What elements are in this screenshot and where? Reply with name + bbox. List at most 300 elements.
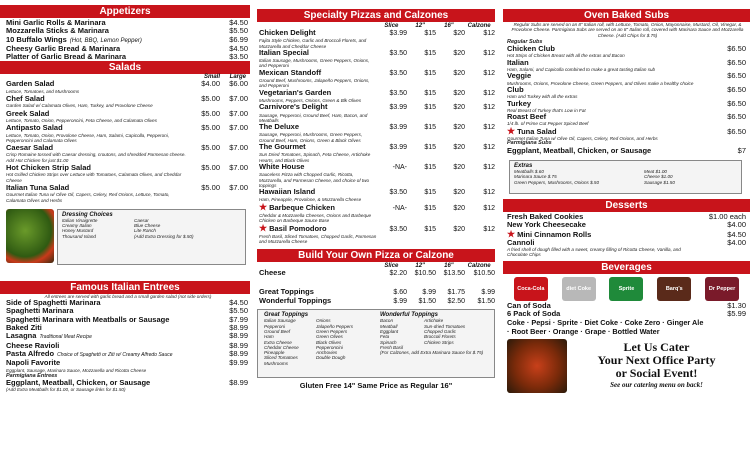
- soda-logo: Coca-Cola: [514, 277, 548, 301]
- sub-label: Veggie: [507, 71, 532, 81]
- six-pack-label: 6 Pack of Soda: [507, 309, 561, 319]
- catering-photo: [507, 339, 567, 393]
- appetizers-header: Appetizers: [0, 5, 250, 18]
- soda-logo: diet Coke: [562, 277, 596, 301]
- price-cell: $15: [424, 144, 436, 152]
- pizza-item-label: Carnivore's Delight: [259, 102, 328, 112]
- price-cell: $3.99: [389, 124, 407, 132]
- topping-option: Anchovies: [316, 350, 338, 356]
- dressing-option: Italian Vinaigrette: [62, 217, 98, 223]
- dessert-price: $1.00 each: [708, 211, 746, 221]
- byo-wonderful-name: [259, 297, 331, 305]
- price-cell: $20: [453, 225, 465, 233]
- pizza-item-name: [259, 103, 327, 111]
- byo-cheese-label: Cheese: [259, 267, 286, 277]
- pizza-item-label: Hawaiian Island: [259, 187, 316, 197]
- salad-large-price: $7.00: [229, 182, 248, 192]
- dressing-box: [57, 209, 246, 265]
- dessert-price: $4.50: [727, 229, 746, 239]
- middle-column: [257, 0, 495, 390]
- parm-entrees-note: (Add Extra Meatballs for $1.00, or Sausage links for $1.50): [6, 387, 126, 393]
- topping-option: Onions: [316, 318, 331, 324]
- sub-price: $6.50: [727, 44, 746, 54]
- salad-desc: Gourmet Italian Tuna w/ Olive Oil, Capers, Celery, Red Onions, Lettuce, Tomato, Calamata Olives and Herbs: [6, 192, 170, 203]
- salad-name: Hot Chicken Strip Salad: [6, 163, 92, 173]
- topping-option: Artichoke: [424, 318, 444, 324]
- subs-list: [507, 45, 748, 141]
- extras-title: Extras: [514, 162, 533, 169]
- price-cell: $12: [483, 89, 495, 97]
- byo-great-label: Great Toppings: [259, 286, 314, 296]
- topping-option: Bacon: [380, 318, 394, 324]
- topping-option: Ham: [264, 334, 274, 340]
- salad-small-price: $4.00: [201, 79, 220, 89]
- price-cell: $20: [453, 144, 465, 152]
- byo-header: Build Your Own Pizza or Calzone: [257, 249, 495, 262]
- parm-entrees-name: Eggplant, Meatball, Chicken, or Sausage: [6, 378, 151, 388]
- pizza-item-name: [259, 123, 299, 131]
- toppings-box: [257, 309, 495, 378]
- pizza-desc: Fajita Style Chicken, Garlic and Broccoli Florets, and Mozzarella and Cheddar Cheese: [259, 38, 367, 49]
- salad-desc: Hot Grilled Chicken Strips over Lettuce with Tomatoes, Calamata Olives, and Cheddar Cheese: [6, 172, 182, 183]
- dessert-label: Fresh Baked Cookies: [507, 211, 584, 221]
- sub-name: [507, 86, 524, 94]
- price-cell: $1.50: [477, 298, 495, 306]
- extra-item: Sausage $1.50: [644, 179, 675, 185]
- appetizer-price: $5.50: [229, 26, 248, 36]
- salad-photo: [6, 209, 54, 263]
- cater-line-2: Your Next Office Party: [597, 353, 716, 368]
- parm-subs-price: $7: [737, 145, 746, 155]
- entrees-header: Famous Italian Entrees: [0, 281, 250, 294]
- salad-prices: [194, 80, 250, 88]
- column-header: Slice: [384, 262, 399, 269]
- sub-name: [507, 45, 555, 53]
- small-col-label: Small: [203, 74, 220, 81]
- entree-label: Pasta Alfredo: [6, 348, 55, 358]
- great-toppings-title: Great Toppings: [264, 312, 309, 319]
- price-cell: $13.50: [443, 269, 465, 277]
- price-cell: $15: [424, 104, 436, 112]
- column-header: 12": [415, 23, 425, 29]
- entree-label: Side of Spaghetti Marinara: [6, 298, 101, 308]
- price-cell: $12: [483, 189, 495, 197]
- byo-wonderful-label: Wonderful Toppings: [259, 296, 332, 306]
- pizza-item-prices: [378, 226, 495, 234]
- catering-section: [507, 339, 746, 395]
- parm-entrees-label: Parmigiana Entrees: [6, 372, 58, 379]
- price-cell: $15: [424, 225, 436, 233]
- salad-item: [6, 80, 250, 88]
- dressing-option: Caesar: [134, 217, 149, 223]
- left-column: [0, 0, 250, 393]
- pizza-item-name: [259, 89, 331, 97]
- column-header: Calzone: [467, 262, 491, 269]
- dressing-option: Honey Mustard: [62, 228, 94, 234]
- salad-item: [6, 110, 250, 118]
- subs-header: Oven Baked Subs: [503, 9, 750, 22]
- dessert-label: Cannoli: [507, 237, 535, 247]
- topping-option: Feta: [380, 334, 390, 340]
- salad-name: Garden Salad: [6, 79, 55, 89]
- sub-desc: Hot Strips of Chicken Breast with all the extras and Bacon: [507, 53, 625, 59]
- salad-large-price: $7.00: [229, 108, 248, 118]
- salad-prices: [194, 110, 250, 118]
- entree-label: Spaghetti Marinara: [6, 306, 74, 316]
- appetizer-item: [6, 53, 250, 61]
- topping-option: Italian Sausage: [264, 318, 296, 324]
- price-cell: $15: [424, 30, 436, 37]
- pizza-item-prices: [378, 144, 495, 152]
- pizza-item: [259, 163, 495, 172]
- dressing-option: Lite Ranch: [134, 228, 156, 234]
- price-cell: $3.50: [389, 69, 407, 77]
- pizza-desc: Sausage, Pepperoni, Mushrooms, Green Peppers, Ground Beef, Ham, Onions, Green & Black Olives: [259, 132, 363, 143]
- soda-logo: Barq's: [657, 277, 691, 301]
- sub-name: [507, 100, 531, 108]
- pizza-item-label: Vegetarian's Garden: [259, 87, 332, 97]
- price-cell: $.99: [422, 288, 436, 296]
- appetizers-list: [0, 18, 250, 61]
- price-cell: $20: [453, 204, 465, 212]
- salad-desc: Crisp Romaine tossed with Caesar dressing, croutons, and shredded Parmesan cheese. Add Hot Chicken for just $1.00: [6, 152, 186, 163]
- pizza-desc: Sausage, Pepperoni, Ground Beef, Ham, Bacon, and Meatballs: [259, 112, 368, 123]
- beverages-header: Beverages: [503, 261, 750, 274]
- topping-option: Pineapple: [264, 350, 285, 356]
- appetizer-name: [6, 53, 126, 61]
- entree-label: Lasagna: [6, 331, 37, 341]
- sub-label: Italian: [507, 57, 529, 67]
- desserts-header: Desserts: [503, 199, 750, 212]
- pizza-item: [259, 143, 495, 152]
- entrees-list: [6, 299, 250, 373]
- subs-intro: Regular Subs are served on an 8" Italian roll, with Lettuce, Tomato, Onion, Mayonnaise, Mustard, Oil, Vinegar, & Provolone Cheese. Parmigiana Subs are served on an 8" Italian roll, covered with Marinara Sauce and Mozzarella Cheese. (Add Chips for $.75): [511, 22, 744, 38]
- price-cell: $15: [424, 124, 436, 132]
- topping-option: Chicken Strips: [424, 339, 454, 345]
- pizza-item-label: Chicken Delight: [259, 28, 316, 37]
- price-cell: $12: [483, 204, 495, 212]
- topping-option: Mushrooms: [264, 360, 288, 366]
- price-cell: $3.99: [389, 144, 407, 152]
- price-cell: $15: [424, 189, 436, 197]
- appetizer-price: $4.50: [229, 18, 248, 27]
- can-soda-label: Can of Soda: [507, 300, 551, 310]
- sub-price: $6.50: [727, 84, 746, 94]
- salad-item: [6, 124, 250, 132]
- salad-desc: Lettuce, Tomatoes, and Mushrooms: [6, 88, 80, 94]
- entree-price: $8.99: [229, 348, 248, 358]
- price-cell: $3.50: [389, 89, 407, 97]
- salad-large-price: $7.00: [229, 123, 248, 133]
- calzone-note: (For Calzones, add Extra Marinara Sauce for $.75): [380, 350, 484, 356]
- price-cell: $3.50: [389, 225, 407, 233]
- salad-item: [6, 95, 250, 103]
- sub-item: [507, 45, 748, 53]
- column-header: Calzone: [467, 23, 491, 29]
- price-cell: $15: [424, 163, 436, 171]
- pizza-item-prices: [378, 104, 495, 112]
- sub-desc: Real Breast of Turkey that's Low in Fat: [507, 107, 586, 113]
- pizza-desc: Ham, Pineapple, Provolone, & Mozzarella Cheese: [259, 197, 362, 203]
- sub-desc: Ham and Turkey with all the extras: [507, 94, 578, 100]
- salad-name: Greek Salad: [6, 108, 50, 118]
- pizza-desc: Fresh Basil, Sliced Tomatoes, Chopped Garlic, Parmesan and Mozzarella Cheese: [259, 233, 377, 245]
- pizza-item-name: [259, 188, 315, 196]
- price-cell: $12: [483, 144, 495, 152]
- sub-item: [507, 127, 748, 136]
- sub-price: $6.50: [727, 57, 746, 67]
- salad-small-price: $5.00: [201, 108, 220, 118]
- appetizer-label: Cheesy Garlic Bread & Marinara: [6, 43, 121, 53]
- dressing-section: [6, 209, 246, 265]
- parm-subs-label: Parmigiana Subs: [507, 140, 552, 147]
- topping-option: Meatball: [380, 323, 398, 329]
- pizza-item-label: The Deluxe: [259, 122, 300, 132]
- salad-small-price: $5.00: [201, 94, 220, 104]
- byo-cheese-name: [259, 269, 286, 277]
- pizza-item-prices: [378, 205, 495, 213]
- dessert-name: [507, 221, 586, 229]
- appetizer-price: $4.50: [229, 43, 248, 53]
- salads-list: [6, 80, 250, 202]
- sub-price: $6.50: [727, 126, 746, 136]
- extra-item: Meatballs $.60: [514, 168, 544, 174]
- salad-small-price: $5.00: [201, 123, 220, 133]
- pizza-item: [259, 123, 495, 132]
- entree-note: Choice of Spaghetti or Ziti w/ Creamy Alfredo Sauce: [57, 351, 173, 358]
- entree-price: $4.50: [229, 298, 248, 308]
- byo-wonderful: [259, 297, 495, 306]
- appetizer-note: (Hot, BBQ, Lemon Pepper): [69, 37, 142, 44]
- sub-item: [507, 86, 748, 94]
- pizza-item-label: The Gourmet: [259, 142, 306, 152]
- price-cell: $20: [453, 89, 465, 97]
- topping-option: Sliced Tomatoes: [264, 355, 298, 361]
- appetizer-price: $3.50: [229, 52, 248, 62]
- pizza-item-name: [259, 49, 309, 57]
- salad-item: [6, 164, 250, 172]
- sub-desc: Mushrooms, Onions, Provolone Cheese, Green Peppers, and Olives make a healthy choice: [507, 80, 694, 86]
- sub-desc: Ham, Salami, and Capicolla combined to make a great tasting Italian sub: [507, 67, 656, 73]
- price-cell: $3.99: [389, 104, 407, 112]
- pizza-item-prices: [378, 90, 495, 98]
- pizzas-header: Specialty Pizzas and Calzones: [257, 9, 495, 22]
- appetizer-price: $6.99: [229, 34, 248, 44]
- sub-item: [507, 59, 748, 67]
- pizza-item-name: [259, 203, 335, 212]
- entree-desc: Eggplant, Sausage, Marinara Sauce, Mozzarella and Ricotta Cheese: [6, 367, 147, 373]
- sub-label: Chicken Club: [507, 44, 555, 54]
- price-cell: $20: [453, 189, 465, 197]
- price-cell: $.99: [481, 288, 495, 296]
- pizza-item-prices: [378, 124, 495, 132]
- extra-item: Green Peppers, Mushrooms, Onions $.50: [514, 179, 600, 185]
- salad-large-price: $7.00: [229, 94, 248, 104]
- price-cell: $1.50: [418, 298, 436, 306]
- pizza-item-prices: [378, 70, 495, 78]
- price-cell: $1.75: [447, 288, 465, 296]
- price-cell: $10.50: [473, 269, 495, 277]
- pizza-desc: Sauceless Pizza with Chopped Garlic, Ricotta, Mozzarella, and Parmesan Cheese, and choice of two toppings: [259, 172, 370, 188]
- salad-large-price: $6.00: [229, 79, 248, 89]
- star-icon: ★: [507, 125, 516, 136]
- pizza-item: [259, 224, 495, 234]
- pizza-item-label: Basil Pomodoro: [269, 223, 327, 233]
- salad-desc: Lettuce, Tomato, Onion, Pepperoncini, Feta Cheese, and Calamata Olives: [6, 117, 157, 123]
- price-cell: $15: [424, 49, 436, 57]
- entree-price: $5.50: [229, 306, 248, 316]
- right-column: [503, 0, 750, 395]
- pizza-item: [259, 49, 495, 58]
- salad-name: Chef Salad: [6, 94, 45, 104]
- salad-prices: [194, 124, 250, 132]
- salad-item: [6, 184, 250, 192]
- entrees-intro: All entrees are served with garlic bread and a small garden salad (not side orders): [44, 293, 212, 299]
- column-header: 16": [444, 262, 454, 269]
- topping-option: Jalapeño Peppers: [316, 323, 354, 329]
- pizza-item-prices: [378, 30, 495, 38]
- topping-option: Ground Beef: [264, 328, 291, 334]
- entree-item: [6, 324, 250, 332]
- cater-line-4: See our catering menu on back!: [610, 381, 703, 390]
- pizza-item-label: Italian Special: [259, 47, 310, 57]
- pizza-item-name: [259, 69, 321, 77]
- price-cell: $20: [453, 104, 465, 112]
- topping-option: Green Olives: [316, 334, 343, 340]
- sub-label: Club: [507, 84, 524, 94]
- sub-name: [507, 59, 529, 67]
- price-cell: $12: [483, 163, 495, 171]
- entree-price: $9.99: [229, 358, 248, 368]
- dessert-price: $4.00: [727, 237, 746, 247]
- price-cell: $12: [483, 124, 495, 132]
- entree-price: $7.99: [229, 314, 248, 324]
- pizza-desc: Cheddar & Mozzarella Cheeses, Onions and Barbeque Chicken on Barbeque Sauce Base: [259, 213, 372, 224]
- soda-logo: Dr Pepper: [705, 277, 739, 301]
- pizza-item: [259, 103, 495, 112]
- large-col-label: Large: [229, 74, 246, 81]
- can-soda-price: $1.30: [727, 300, 746, 310]
- topping-option: Double Dough: [316, 355, 346, 361]
- topping-option: Cheddar Cheese: [264, 344, 299, 350]
- pizza-item-prices: [378, 164, 495, 172]
- dessert-label: New York Cheesecake: [507, 220, 586, 230]
- sub-item: [507, 72, 748, 80]
- entree-label: Baked Ziti: [6, 323, 42, 333]
- salad-prices: [194, 164, 250, 172]
- pizza-item-name: [259, 143, 306, 151]
- price-cell: $12: [483, 49, 495, 57]
- dessert-desc: A fried shell of dough filled with a sweet, creamy filling of Ricotta Cheese, Vanilla, and Chocolate Chips: [507, 247, 681, 258]
- price-cell: $12: [483, 104, 495, 112]
- extras-row: [514, 180, 737, 185]
- byo-cheese: [259, 269, 495, 278]
- wonderful-toppings-title: Wonderful Toppings: [380, 312, 438, 319]
- sub-price: $6.50: [727, 98, 746, 108]
- extra-item: Cheese $1.00: [644, 174, 673, 180]
- pizza-desc: Sun Dried Tomatoes, Spinach, Feta Cheese, Artichoke Hearts, and Black Olives: [259, 152, 371, 163]
- dessert-label: Mini Cinnamon Rolls: [517, 229, 592, 239]
- price-cell: $20: [453, 30, 465, 37]
- dessert-item: [507, 239, 748, 247]
- gluten-free-note: Gluten Free 14" Same Price as Regular 16": [299, 381, 453, 391]
- parm-subs-name: Eggplant, Meatball, Chicken, or Sausage: [507, 145, 652, 155]
- entree-price: $8.99: [229, 323, 248, 333]
- price-cell: $20: [453, 69, 465, 77]
- pizza-item-label: White House: [259, 161, 305, 171]
- entree-item: [6, 316, 250, 324]
- byo-great-name: [259, 288, 314, 296]
- sub-name: [507, 113, 546, 121]
- pizza-item-prices: [378, 50, 495, 58]
- desserts-list: [503, 212, 750, 258]
- topping-option: Sun-dried Tomatoes: [424, 323, 466, 329]
- price-cell: -NA-: [392, 204, 407, 212]
- topping-option: Chopped Garlic: [424, 328, 456, 334]
- topping-option: Fresh Basil: [380, 344, 403, 350]
- salad-prices: [194, 144, 250, 152]
- byo-cheese-prices: [378, 270, 495, 278]
- salad-desc: Lettuce, Tomato, Onion, Provolone Cheese, Ham, Salami, Capicolla, Pepperoni, Pepperoncini and Calamata Olives: [6, 132, 169, 143]
- salad-name: Italian Tuna Salad: [6, 182, 70, 192]
- topping-option: Green Peppers: [316, 328, 348, 334]
- pizza-item: [259, 188, 495, 197]
- dessert-name: [507, 239, 535, 247]
- price-cell: $3.99: [389, 30, 407, 37]
- entree-label: Cheese Ravioli: [6, 340, 60, 350]
- dessert-price: $4.00: [727, 220, 746, 230]
- sub-price: $6.50: [727, 112, 746, 122]
- sub-label: Turkey: [507, 98, 532, 108]
- extras-box: [509, 160, 742, 194]
- sub-name: [507, 72, 531, 80]
- price-cell: $.60: [393, 288, 407, 296]
- dressing-option: (Add Extra Dressing for $.50): [134, 233, 194, 239]
- salad-large-price: $7.00: [229, 163, 248, 173]
- cater-line-1: Let Us Cater: [623, 340, 690, 355]
- sub-price: $6.50: [727, 71, 746, 81]
- topping-option: Black Olives: [316, 339, 342, 345]
- sub-item: [507, 113, 748, 121]
- entree-note: Traditional Meat Recipe: [39, 334, 92, 341]
- price-cell: -NA-: [392, 163, 407, 171]
- star-icon: ★: [507, 228, 516, 239]
- pizza-list: [257, 29, 495, 245]
- entree-label: Spaghetti Marinara with Meatballs or Sausage: [6, 314, 170, 324]
- price-cell: $12: [483, 30, 495, 37]
- topping-option: Pepperoncini: [316, 344, 343, 350]
- star-icon: ★: [259, 201, 268, 212]
- salad-name: Caesar Salad: [6, 143, 54, 153]
- dressing-option: Blue Cheese: [134, 223, 161, 229]
- pizza-item: [259, 29, 495, 38]
- topping-option: Eggplant: [380, 328, 399, 334]
- sub-desc: Gourmet Italian Tuna w/ Olive Oil, Capers, Celery, Red Onions, and Herbs: [507, 136, 658, 142]
- salad-desc: Garden Salad w/ Calamata Olives, Ham, Turkey, and Provolone Cheese: [6, 103, 153, 109]
- column-header: Slice: [384, 23, 399, 29]
- pizza-item: [259, 69, 495, 78]
- entree-item: [6, 359, 250, 367]
- price-cell: $12: [483, 69, 495, 77]
- extra-item: Meat $1.00: [644, 168, 667, 174]
- price-cell: $20: [453, 124, 465, 132]
- topping-option: Extra Cheese: [264, 339, 292, 345]
- salad-small-price: $5.00: [201, 143, 220, 153]
- topping-option: Pepperoni: [264, 323, 285, 329]
- pizza-item-name: [259, 29, 316, 37]
- salad-small-price: $5.00: [201, 182, 220, 192]
- dessert-item: [507, 230, 748, 239]
